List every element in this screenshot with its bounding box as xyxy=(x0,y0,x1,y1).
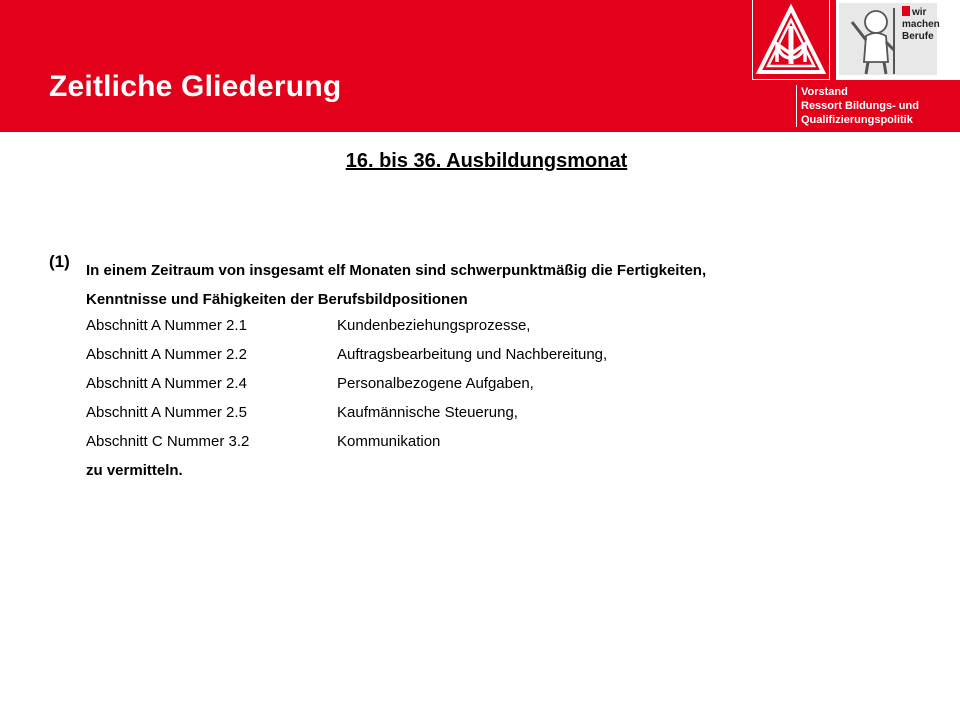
org-line: Vorstand xyxy=(801,86,848,98)
svg-text:machen: machen xyxy=(902,19,940,30)
intro-line: Kenntnisse und Fähigkeiten der Berufsbildpositionen xyxy=(86,291,468,308)
igm-logo-icon xyxy=(753,0,829,80)
item-description: Personalbezogene Aufgaben, xyxy=(337,375,534,392)
section-reference: Abschnitt A Nummer 2.5 xyxy=(86,404,247,421)
svg-text:wir: wir xyxy=(912,7,927,18)
section-reference: Abschnitt A Nummer 2.2 xyxy=(86,346,247,363)
section-reference: Abschnitt C Nummer 3.2 xyxy=(86,433,250,450)
section-reference: Abschnitt A Nummer 2.4 xyxy=(86,375,247,392)
section-subtitle xyxy=(0,150,960,173)
header-banner xyxy=(0,0,960,132)
item-description: Kaufmännische Steuerung, xyxy=(337,404,518,421)
item-description: Auftragsbearbeitung und Nachbereitung, xyxy=(337,346,608,363)
item-description: Kundenbeziehungsprozesse, xyxy=(337,317,531,334)
item-description: Kommunikation xyxy=(337,433,441,450)
paragraph-number: (1) xyxy=(49,252,70,271)
org-line: Ressort Bildungs- und xyxy=(801,100,919,112)
subtitle-text: 16. bis 36. Ausbildungsmonat xyxy=(345,150,628,172)
page-title: Zeitliche Gliederung xyxy=(49,70,342,103)
org-line: Qualifizierungspolitik xyxy=(801,114,913,126)
svg-text:Berufe: Berufe xyxy=(902,31,934,42)
astronaut-icon xyxy=(836,0,960,80)
closing-text: zu vermitteln. xyxy=(86,462,183,479)
section-reference: Abschnitt A Nummer 2.1 xyxy=(86,317,247,334)
igm-logo xyxy=(752,0,830,80)
intro-text xyxy=(86,256,906,314)
wir-machen-berufe-logo xyxy=(836,0,960,80)
org-unit-label xyxy=(796,85,919,127)
intro-line: In einem Zeitraum von insgesamt elf Monaten sind schwerpunktmäßig die Fertigkeiten, xyxy=(86,262,707,279)
